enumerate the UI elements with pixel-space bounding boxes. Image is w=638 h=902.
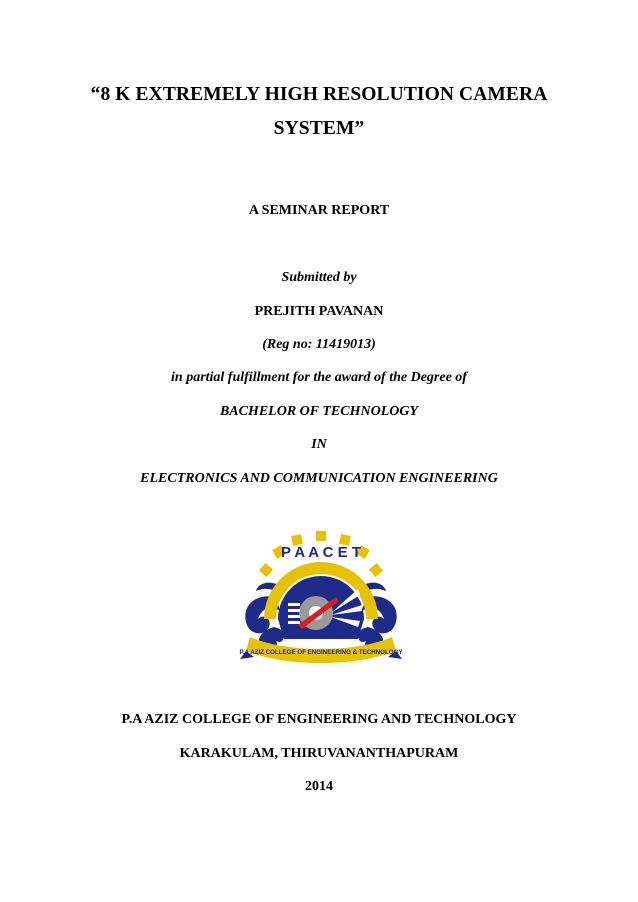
report-year: 2014 [305,779,333,794]
report-title-line-2: SYSTEM” [273,118,365,139]
college-logo-emblem [236,527,406,667]
registration-number: (Reg no: 11419013) [262,337,376,352]
college-location: KARAKULAM, THIRUVANANTHAPURAM [179,746,459,761]
partial-fulfillment-text: in partial fulfillment for the award of the Degree of [171,370,467,385]
logo-arch-letters: P A A C E T [280,544,362,561]
branch-name: ELECTRONICS AND COMMUNICATION ENGINEERING [140,471,498,486]
report-title-line-1: “8 K EXTREMELY HIGH RESOLUTION CAMERA [90,84,548,105]
degree-name: BACHELOR OF TECHNOLOGY [219,404,419,419]
report-type: A SEMINAR REPORT [248,203,390,218]
college-name: P.A AZIZ COLLEGE OF ENGINEERING AND TECHNOLOGY [121,712,517,727]
logo-banner-text: P.A AZIZ COLLEGE OF ENGINEERING & TECHNOLOGY [239,649,403,656]
submitted-by-label: Submitted by [281,270,357,285]
in-word: IN [311,437,327,452]
author-name: PREJITH PAVANAN [254,304,384,319]
